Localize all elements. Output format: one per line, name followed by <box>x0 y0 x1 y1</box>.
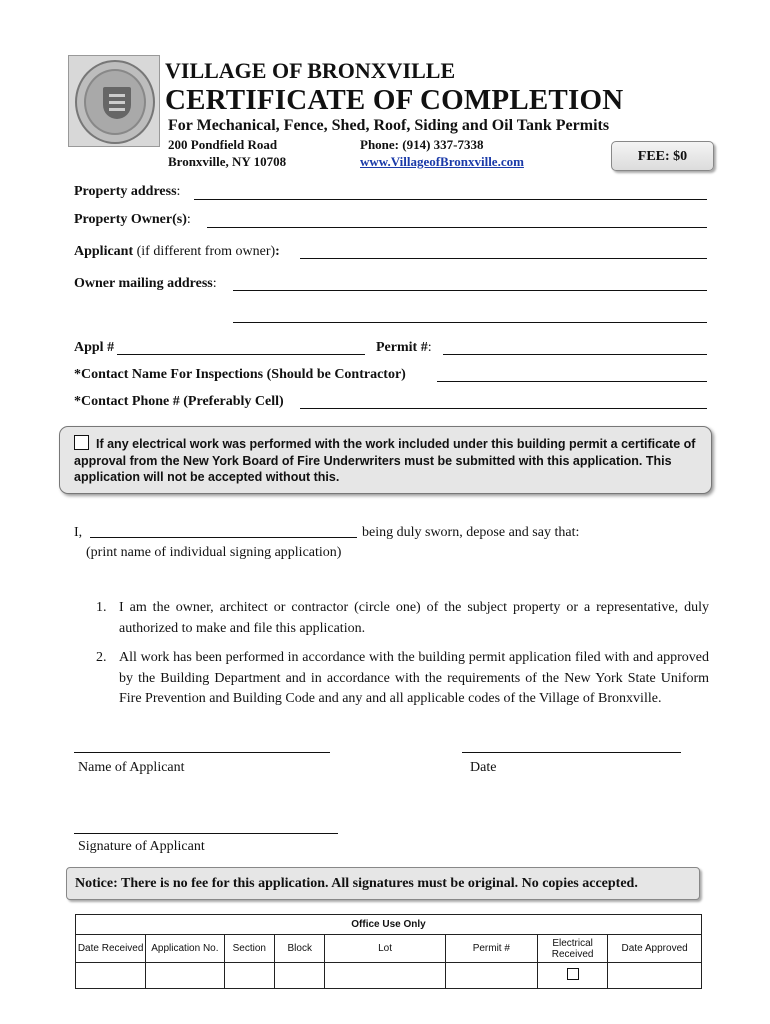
col-section: Section <box>224 935 275 963</box>
village-name: VILLAGE OF BRONXVILLE <box>165 58 456 83</box>
statement-number: 1. <box>96 600 107 615</box>
statement-number: 2. <box>96 650 107 665</box>
cell-date-received[interactable] <box>76 963 146 989</box>
applicant-field[interactable] <box>300 258 707 259</box>
signature-line[interactable] <box>74 833 338 834</box>
signature-label: Signature of Applicant <box>78 839 205 854</box>
property-address-label: Property address: <box>74 184 181 199</box>
contact-name-label: *Contact Name For Inspections (Should be Contractor) <box>74 367 406 382</box>
date-label: Date <box>470 760 497 775</box>
fee-badge: FEE: $0 <box>611 141 714 171</box>
col-electrical-received: Electrical Received <box>537 935 607 963</box>
contact-phone-field[interactable] <box>300 408 707 409</box>
permit-number-label: Permit #: <box>376 340 432 355</box>
originality-notice: Notice: There is no fee for this application. All signatures must be original. No copies accepted. <box>66 867 700 900</box>
appl-number-label: Appl # <box>74 340 115 355</box>
electrical-received-checkbox[interactable] <box>567 968 579 980</box>
date-line[interactable] <box>462 752 681 753</box>
statement-text: All work has been performed in accordance with the building permit application filed with and approved by the Building Department and in accordance with the requirements of the New York State Uniform Fire Prevention and Building Code and any and all applicable codes of the Village of Bronxville. <box>119 650 709 706</box>
oath-name-field[interactable] <box>90 537 357 538</box>
col-permit: Permit # <box>445 935 537 963</box>
cell-application-no[interactable] <box>146 963 224 989</box>
mailing-address-field-2[interactable] <box>233 322 707 323</box>
mailing-address-label: Owner mailing address: <box>74 276 217 291</box>
oath-hint: (print name of individual signing application) <box>86 545 342 560</box>
mailing-address-field[interactable] <box>233 290 707 291</box>
seal-ring <box>84 69 146 135</box>
cell-section[interactable] <box>224 963 275 989</box>
website-link[interactable]: www.VillageofBronxville.com <box>360 154 524 169</box>
col-lot: Lot <box>325 935 445 963</box>
cell-date-approved[interactable] <box>608 963 702 989</box>
applicant-name-label: Name of Applicant <box>78 760 185 775</box>
applicant-name-line[interactable] <box>74 752 330 753</box>
col-date-approved: Date Approved <box>608 935 702 963</box>
col-block: Block <box>275 935 325 963</box>
cell-electrical-received <box>537 963 607 989</box>
oath-prefix: I, <box>74 525 83 540</box>
property-owner-label: Property Owner(s): <box>74 212 191 227</box>
property-address-field[interactable] <box>194 199 707 200</box>
electrical-notice-text: If any electrical work was performed with the work included under this building permit a certificate of approval from the New York Board of Fire Underwriters must be submitted with this application. This application will not be accepted without this. <box>74 437 696 484</box>
col-date-received: Date Received <box>76 935 146 963</box>
applicant-label: Applicant (if different from owner): <box>74 244 280 259</box>
property-owner-field[interactable] <box>207 227 707 228</box>
oath-suffix: being duly sworn, depose and say that: <box>362 525 580 540</box>
cell-lot[interactable] <box>325 963 445 989</box>
office-use-table <box>75 914 702 989</box>
phone-number: Phone: (914) 337-7338 <box>360 137 484 152</box>
address-line-2: Bronxville, NY 10708 <box>168 154 287 169</box>
col-application-no: Application No. <box>146 935 224 963</box>
appl-number-field[interactable] <box>117 354 365 355</box>
page-subtitle: For Mechanical, Fence, Shed, Roof, Siding and Oil Tank Permits <box>168 117 610 134</box>
statement-text: I am the owner, architect or contractor (circle one) of the subject property or a representative, duly authorized to make and file this application. <box>119 600 709 636</box>
office-use-title: Office Use Only <box>76 915 702 935</box>
address-line-1: 200 Pondfield Road <box>168 137 278 152</box>
seal-emblem <box>75 60 155 144</box>
page-title: CERTIFICATE OF COMPLETION <box>165 84 624 116</box>
contact-phone-label: *Contact Phone # (Preferably Cell) <box>74 394 284 409</box>
contact-name-field[interactable] <box>437 381 707 382</box>
cell-block[interactable] <box>275 963 325 989</box>
permit-number-field[interactable] <box>443 354 707 355</box>
village-seal <box>68 55 160 147</box>
seal-shield-icon <box>103 87 131 119</box>
cell-permit[interactable] <box>445 963 537 989</box>
